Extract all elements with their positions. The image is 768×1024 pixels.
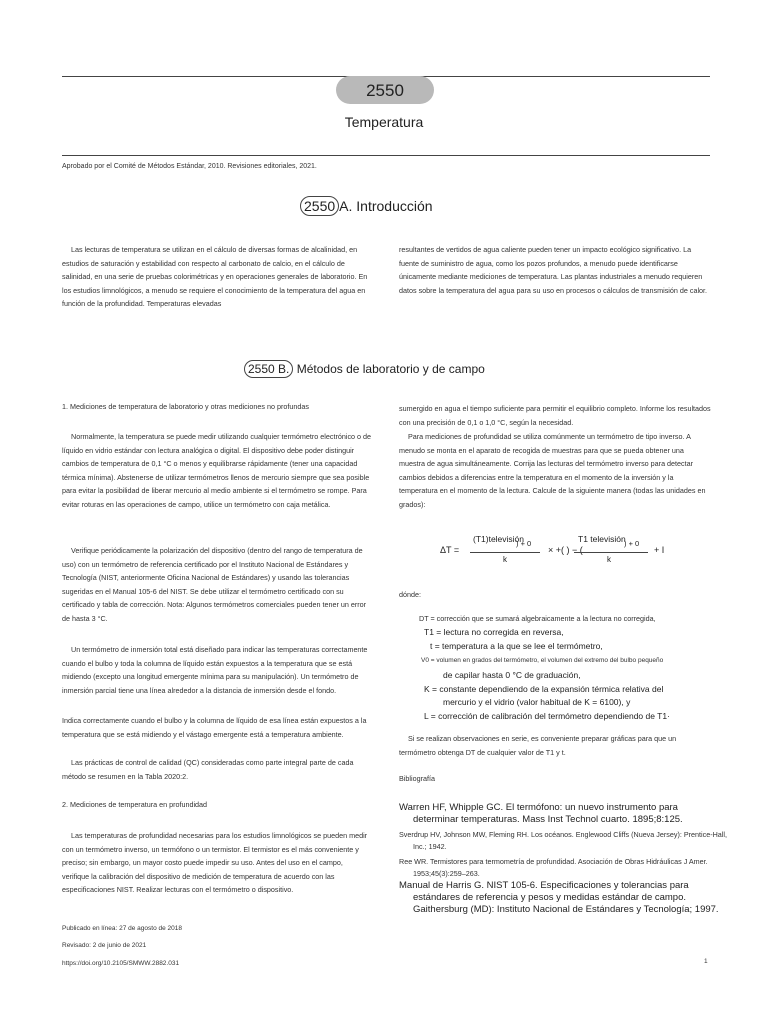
section-a-number: 2550	[300, 196, 339, 216]
section-b-number: 2550 B.	[244, 360, 293, 378]
bib-entry-3: Ree WR. Termistores para termometría de profundidad. Asociación de Obras Hidráulicas J Amer. 1953;45(3):259–263.	[399, 857, 708, 878]
where-label: dónde:	[399, 590, 421, 599]
bib-entry-1: Warren HF, Whipple GC. El termófono: un nuevo instrumento para determinar temperaturas. Mass Inst Technol cuarto. 1895;8:125.	[399, 802, 683, 825]
formula-fraction-bar-2	[574, 552, 648, 553]
paragraph-right-1: sumergido en agua el tiempo suficiente para permitir el equilibrio completo. Informe los resultados con una precisión de 0,1 o 1,0 °C, según la necesidad.	[399, 404, 711, 427]
section-a-right-text: resultantes de vertidos de agua caliente pueden tener un impacto ecológico significativo. La fuente de suministro de agua, como los pozos profundos, a menudo puede identificarse únicamente mediante mediciones de temperatura. Las plantas industriales a menudo requieren datos sobre la temperatura del agua para su uso en procesos o cálculos de transmisión de calor.	[399, 245, 708, 295]
formula-denominator-2: k	[607, 555, 611, 564]
page-title: Temperatura	[344, 114, 424, 130]
def-t: t = temperatura a la que se lee el termómetro,	[430, 641, 603, 651]
def-v0: V0 = volumen en grados del termómetro, el volumen del extremo del bulbo pequeño	[421, 657, 664, 664]
formula-exponent-1: ) + 0	[516, 539, 532, 548]
formula-exponent-2: ) + 0	[624, 539, 640, 548]
def-dt: DT = corrección que se sumará algebraicamente a la lectura no corregida,	[419, 614, 656, 623]
section-a-heading	[300, 196, 433, 216]
subheading-depth-measurements: 2. Mediciones de temperatura en profundidad	[62, 800, 208, 809]
section-a-title: A. Introducción	[339, 198, 433, 214]
paragraph-lab-3: Un termómetro de inmersión total está diseñado para indicar las temperaturas correctamente cuando el bulbo y toda la columna de líquido están expuestos a la temperatura que se está midiendo (excepto una longitud emergente mínima para su manipulación). Un termómetro de inmersión parcial tiene una línea alrededor a la distancia de inmersión desde el fondo.	[62, 645, 368, 695]
bib-entry-2: Sverdrup HV, Johnson MW, Fleming RH. Los océanos. Englewood Cliffs (Nueva Jersey): Prentice-Hall, Inc.; 1942.	[399, 830, 727, 851]
def-t1: T1 = lectura no corregida en reversa,	[424, 627, 564, 637]
paragraph-lab-1: Normalmente, la temperatura se puede medir utilizando cualquier termómetro electrónico o de líquido en vidrio estándar con lectura analógica o digital. El dispositivo debe poder distinguir cambios de temperatura de 0,1 °C o menos y equilibrarse rápidamente (tener una capacidad térmica mínima). Abstenerse de utilizar termómetros llenos de mercurio siempre que sea posible para evitar la posibilidad de liberar mercurio al medio ambiente si el termómetro se rompe. Para evitar roturas en las operaciones de campo, utilice un termómetro con caja metálica.	[62, 432, 372, 509]
title-rule	[62, 155, 710, 156]
paragraph-qc: Las prácticas de control de calidad (QC) consideradas como parte integral parte de cada método se resumen en la Tabla 2020:2.	[62, 758, 354, 781]
paragraph-right-2: Para mediciones de profundidad se utiliza comúnmente un termómetro de tipo inverso. A menudo se monta en el aparato de recogida de muestras para que se pueda obtener una muestra de agua simultáneamente. Corrija las lecturas del termómetro inverso para detectar cambios debidos a diferencias entre la temperatura en el momento de la inversión y la temperatura en el momento de la lectura. Calcule de la siguiente manera (todas las unidades en grados):	[399, 432, 706, 509]
formula-fraction-bar-1	[470, 552, 540, 553]
page-number: 1	[704, 958, 708, 965]
formula-end: + I	[654, 545, 665, 555]
def-l: L = corrección de calibración del termómetro dependiendo de T1·	[424, 711, 670, 721]
approval-note: Aprobado por el Comité de Métodos Estándar, 2010. Revisiones editoriales, 2021.	[62, 163, 317, 170]
formula-denominator-1: k	[503, 555, 507, 564]
formula-numerator-1: (T1)televisión	[473, 534, 525, 544]
paragraph-depth: Las temperaturas de profundidad necesarias para los estudios limnológicos se pueden medir con un termómetro inverso, un termófono o un termistor. El termistor es el más conveniente y preciso; sin embargo, un mayor costo puede impedir su uso. Antes del uso en el campo, verifique la calibración del dispositivo de medición de temperatura de acuerdo con las especificaciones NIST. Realizar lecturas con el termómetro o dispositivo.	[62, 831, 368, 894]
published-date: Publicado en línea: 27 de agosto de 2018	[62, 925, 182, 932]
formula-delta: ΔT =	[440, 545, 460, 555]
section-b-heading	[244, 360, 485, 378]
subheading-lab-measurements: 1. Mediciones de temperatura de laboratorio y otras mediciones no profundas	[62, 402, 309, 411]
def-k: K = constante dependiendo de la expansión térmica relativa del	[424, 684, 664, 694]
doi-link[interactable]: https://doi.org/10.2105/SMWW.2882.031	[62, 960, 180, 967]
section-number-badge: 2550	[336, 76, 434, 104]
section-b-title: Métodos de laboratorio y de campo	[296, 362, 485, 376]
formula-numerator-2: T1 televisión	[578, 534, 626, 544]
formula-middle: × +( ) − (	[548, 545, 583, 555]
bibliography-title: Bibliografía	[399, 774, 435, 783]
paragraph-series: Si se realizan observaciones en serie, es conveniente preparar gráficas para que un termómetro obtenga DT de cualquier valor de T1 y t.	[399, 734, 677, 757]
section-a-left-text: Las lecturas de temperatura se utilizan en el cálculo de diversas formas de alcalinidad, en estudios de saturación y estabilidad con respecto al carbonato de calcio, en el cálculo de salinidad, en una serie de pruebas colorimétricas y en operaciones generales de laboratorio. En los estudios limnológicos, a menudo se requiere el conocimiento de la temperatura del agua en función de la profundidad. Temperaturas elevadas	[62, 245, 368, 308]
def-v0-cont: de capilar hasta 0 °C de graduación,	[443, 670, 581, 680]
bib-entry-4: Manual de Harris G. NIST 105-6. Especificaciones y tolerancias para estándares de referencia y pesos y medidas estándar de campo. Gaithersburg (MD): Instituto Nacional de Estándares y Tecnología; 1997.	[399, 880, 719, 915]
paragraph-lab-4: Indica correctamente cuando el bulbo y la columna de líquido de esa línea están expuestos a la temperatura que se está midiendo y el vástago emergente está a temperatura ambiente.	[62, 716, 367, 739]
paragraph-lab-2: Verifique periódicamente la polarización del dispositivo (dentro del rango de temperatura de uso) con un termómetro de referencia certificado por el Instituto Nacional de Estándares y Tecnología (NIST, anteriormente Oficina Nacional de Estándares) y usando las tolerancias sugeridas en el Manual 105-6 del NIST. Se debe utilizar el termómetro certificado con su certificado y tabla de corrección. Nota: Algunos termómetros comerciales pueden tener un error de hasta 3 °C.	[62, 546, 367, 623]
revised-date: Revisado: 2 de junio de 2021	[62, 942, 147, 949]
def-k-cont: mercurio y el vidrio (valor habitual de K = 6100), y	[443, 697, 631, 707]
